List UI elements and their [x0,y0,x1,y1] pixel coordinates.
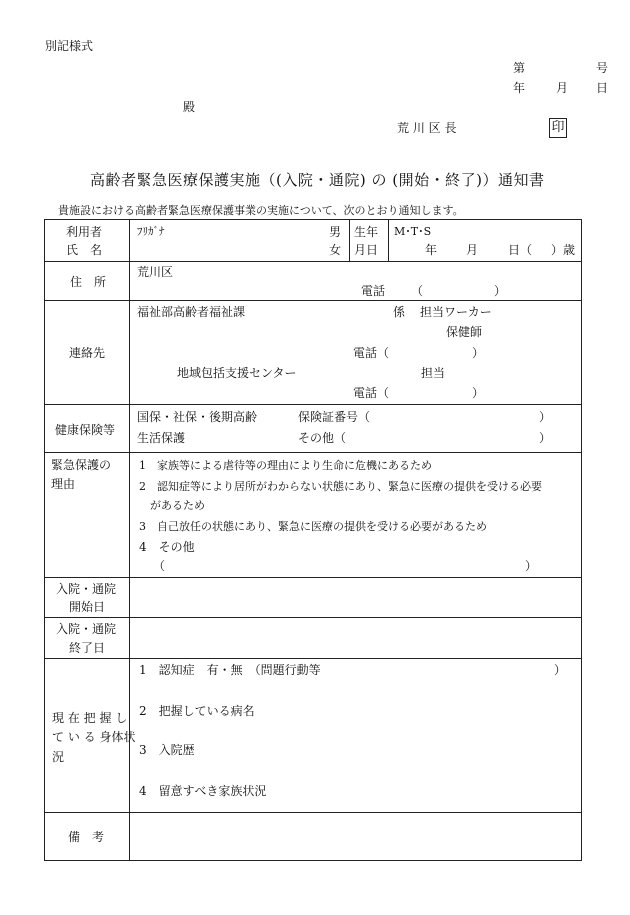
insurance-number: 保険証番号（ [298,410,371,424]
condition-item-1[interactable]: 1 認知症 有・無 （問題行動等 [139,663,321,677]
furigana-label: ﾌﾘｶﾞﾅ [137,225,165,238]
age-label: ）歳 [551,243,576,257]
header-tsuki: 月 [556,81,569,95]
reason-item-2b: があるため [150,499,205,512]
condition-label-1: 現 在 把 握 し [52,711,128,725]
reason-item-3[interactable]: 3 自己放任の状態にあり、緊急に医療の提供を受ける必要があるため [139,520,487,533]
contact-center: 地域包括支援センター [177,366,297,380]
end-label-2: 終了日 [69,641,106,655]
condition-label-2: て い る 身体状 [52,730,136,744]
condition-item-4: 4 留意すべき家族状況 [139,784,267,798]
end-label-1: 入院・通院 [56,622,117,636]
birth-hi: 日（ [508,243,533,257]
insurance-other: その他（ [298,431,347,445]
gender-female[interactable]: 女 [329,243,342,257]
user-label-2: 氏 名 [66,243,103,257]
insurance-number-close: ） [539,410,552,424]
start-label-1: 入院・通院 [56,582,117,596]
insurance-types[interactable]: 国保・社保・後期高齢 [137,410,258,424]
header-dai: 第 [513,61,526,75]
remarks-label: 備 考 [68,830,105,844]
document-title: 高齢者緊急医療保護実施（(入院・通院) の (開始・終了)）通知書 [90,171,545,189]
intro-text: 貴施設における高齢者緊急医療保護事業の実施について、次のとおり通知します。 [58,204,464,217]
gender-male[interactable]: 男 [329,225,342,239]
contact-tel1: 電話（ [353,346,390,360]
contact-worker: 担当ワーカー [420,305,492,319]
contact-nurse: 保健師 [446,325,483,339]
contact-dept: 福祉部高齢者福祉課 [137,305,246,319]
form-id: 別記様式 [45,39,94,53]
header-dono: 殿 [183,100,196,114]
address-label: 住 所 [70,275,107,289]
reason-item-1[interactable]: 1 家族等による虐待等の理由により生命に危機にあるため [139,459,432,472]
insurance-welfare[interactable]: 生活保護 [137,431,186,445]
era-options[interactable]: M･T･S [394,225,432,238]
header-sender: 荒 川 区 長 [397,121,457,135]
birth-nen: 年 [425,243,438,257]
user-label-1: 利用者 [66,225,103,239]
birth-tsuki: 月 [466,243,479,257]
contact-tel1-close: ） [472,346,485,360]
condition-item-3: 3 入院歴 [139,743,195,757]
reason-item-2[interactable]: 2 認知症等により居所がわからない状態にあり、緊急に医療の提供を受ける必要 [139,480,542,493]
contact-tel2-close: ） [472,386,485,400]
seal-box: 印 [549,118,567,138]
start-label-2: 開始日 [69,600,106,614]
contact-tel2: 電話（ [353,386,390,400]
reason-label-1: 緊急保護の [51,458,112,472]
header-gou: 号 [596,61,609,75]
header-hi: 日 [596,81,609,95]
address-tel-label: 電話 [361,284,386,298]
reason-other-close: ） [525,559,538,573]
reason-item-4[interactable]: 4 その他 [139,540,195,554]
condition-item-1-close: ） [554,663,567,677]
birth-label-1: 生年 [354,225,379,239]
condition-item-2: 2 把握している病名 [139,704,255,718]
birth-label-2: 月日 [354,243,379,257]
contact-kakari: 係 [393,305,406,319]
contact-label: 連絡先 [69,346,106,360]
insurance-label: 健康保険等 [55,423,116,437]
address-ward: 荒川区 [137,265,174,279]
contact-tantou: 担当 [421,366,446,380]
address-tel-open: （ [411,284,424,298]
header-nen: 年 [513,81,526,95]
condition-label-3: 況 [52,750,65,764]
reason-label-2: 理由 [51,477,76,491]
reason-other-open: （ [153,559,166,573]
insurance-other-close: ） [539,431,552,445]
address-tel-close: ） [494,284,507,298]
